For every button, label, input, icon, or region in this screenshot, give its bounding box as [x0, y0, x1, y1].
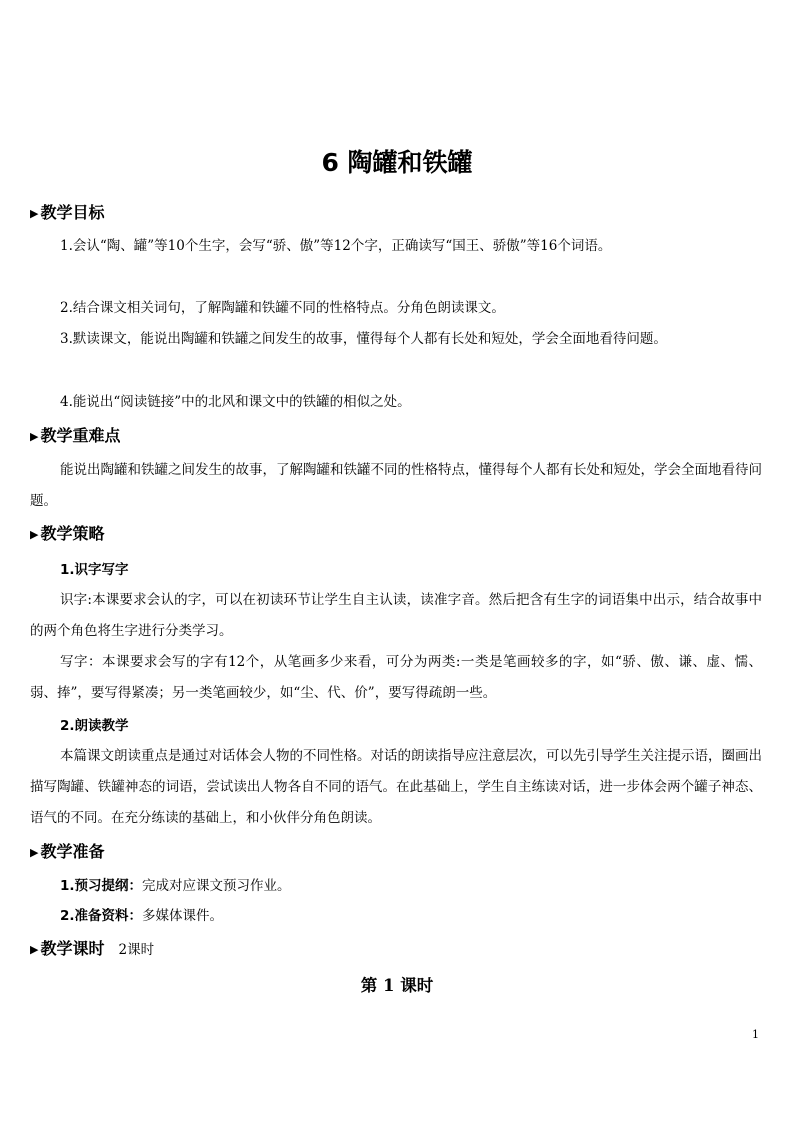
preparation-item-1 [60, 875, 291, 897]
strategy-literacy-recognize: 识字:本课要求会认的字，可以在初读环节让学生自主认读，读准字音。然后把含有生字的词语集中出示，结合故事中的两个角色将生字进行分类学习。 [30, 592, 762, 639]
triangle-bullet-icon: ▶ [30, 430, 39, 443]
section-heading-preparation [30, 841, 104, 865]
goal-item-4: 4.能说出“阅读链接”中的北风和课文中的铁罐的相似之处。 [60, 394, 411, 410]
subheading-label: 2.朗读教学 [60, 718, 129, 734]
goal-item-3: 3.默读课文，能说出陶罐和铁罐之间发生的故事，懂得每个人都有长处和短处，学会全面地看待问题。 [60, 331, 667, 347]
strategy-literacy-writing: 写字：本课要求会写的字有12个，从笔画多少来看，可分为两类:一类是笔画较多的字，如“骄、傲、谦、虚、懦、弱、捧”，要写得紧凑；另一类笔画较少，如“尘、代、价”，要写得疏朗一些。 [30, 654, 762, 701]
preparation-item-text: 多媒体课件。 [142, 908, 224, 924]
triangle-bullet-icon: ▶ [30, 943, 39, 956]
section-heading-key-points [30, 425, 120, 449]
triangle-bullet-icon: ▶ [30, 846, 39, 859]
goal-item-1: 1.会认“陶、罐”等10个生字，会写“骄、傲”等12个字，正确读写“国王、骄傲”等16个词语。 [60, 238, 612, 254]
preparation-item-label: 1.预习提纲： [60, 878, 143, 894]
section-heading-strategy [30, 523, 104, 547]
periods-value: 2课时 [118, 942, 155, 958]
strategy-subheading-literacy [60, 559, 129, 581]
preparation-item-label: 2.准备资料： [60, 908, 143, 924]
section-heading-label: 教学课时 [40, 939, 105, 958]
document-title: 6 陶罐和铁罐 [321, 148, 473, 177]
strategy-reading-text: 本篇课文朗读重点是通过对话体会人物的不同性格。对话的朗读指导应注意层次，可以先引导学生关注提示语，圈画出描写陶罐、铁罐神态的词语，尝试读出人物各自不同的语气。在此基础上，学生自主练读对话，进一步体会两个罐子神态、语气的不同。在充分练读的基础上，和小伙伴分角色朗读。 [30, 748, 762, 826]
triangle-bullet-icon: ▶ [30, 207, 39, 220]
section-heading-periods [30, 938, 154, 962]
section-heading-label: 教学策略 [40, 524, 105, 543]
goal-item-2: 2.结合课文相关词句，了解陶罐和铁罐不同的性格特点。分角色朗读课文。 [60, 300, 505, 316]
key-points-text: 能说出陶罐和铁罐之间发生的故事，了解陶罐和铁罐不同的性格特点，懂得每个人都有长处和短处，学会全面地看待问题。 [30, 462, 762, 509]
lesson-heading: 第 1 课时 [360, 976, 434, 995]
page-number: 1 [752, 1028, 759, 1041]
preparation-item-2 [60, 905, 223, 927]
section-heading-label: 教学准备 [40, 842, 105, 861]
preparation-item-text: 完成对应课文预习作业。 [142, 878, 291, 894]
triangle-bullet-icon: ▶ [30, 528, 39, 541]
section-heading-label: 教学目标 [40, 203, 105, 222]
section-heading-goals [30, 202, 104, 226]
strategy-subheading-reading [60, 715, 129, 737]
subheading-label: 1.识字写字 [60, 562, 129, 578]
section-heading-label: 教学重难点 [40, 426, 121, 445]
